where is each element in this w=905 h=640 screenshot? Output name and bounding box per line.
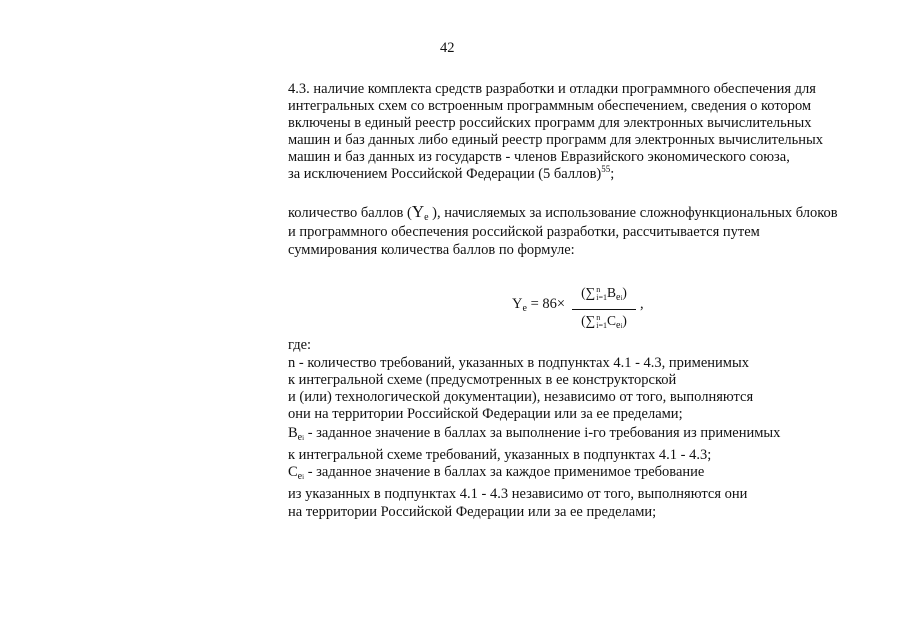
n-definition-line-3: и (или) технологической документации), независимо от того, выполняются: [288, 389, 754, 405]
paragraph-43-line-5: машин и баз данных из государств - членов Евразийского экономического союза,: [288, 149, 790, 165]
b-definition-line-2: к интегральной схеме требований, указанных в подпунктах 4.1 - 4.3;: [288, 447, 712, 463]
b-definition-text: - заданное значение в баллах за выполнение i-го требования из применимых: [304, 425, 781, 441]
num-var-subsub: i: [620, 294, 623, 302]
den-open: (∑: [581, 313, 596, 328]
formula-lhs-sub: e: [522, 303, 527, 314]
formula: [512, 284, 672, 330]
formula-coefficient: = 86×: [526, 296, 566, 312]
c-symbol-subsub: i: [302, 473, 305, 481]
ye-symbol-sub: e: [424, 212, 429, 223]
formula-denominator: [572, 312, 636, 335]
c-symbol-sub: e: [297, 471, 303, 482]
paragraph-43-line-6: [288, 165, 614, 183]
paragraph-43-line-1: 4.3. наличие комплекта средств разработки и отладки программного обеспечения для: [288, 81, 816, 97]
c-symbol: C: [288, 464, 298, 480]
paragraph-43-line-3: включены в единый реестр российских программ для электронных вычислительных: [288, 115, 812, 131]
paragraph-43-line-6-tail: ;: [610, 166, 615, 182]
formula-trailing-comma: ,: [640, 296, 644, 312]
formula-numerator: [572, 284, 636, 307]
b-definition-line-1: [288, 424, 780, 447]
intro-line-2: и программного обеспечения российской разработки, рассчитывается путем: [288, 224, 760, 240]
paragraph-43-line-2: интегральных схем со встроенным программным обеспечением, сведения о котором: [288, 98, 812, 114]
den-sum-upper: n: [596, 312, 601, 322]
intro-after-symbol: ), начисляемых за использование сложнофункциональных блоков: [428, 205, 838, 221]
num-sum-limits: [596, 286, 607, 302]
den-sum-lower: i=1: [596, 320, 607, 330]
c-definition-line-3: на территории Российской Федерации или за ее пределами;: [288, 504, 657, 520]
paragraph-43-line-4: машин и баз данных либо единый реестр программ для электронных вычислительных: [288, 132, 824, 148]
footnote-reference[interactable]: 55: [601, 164, 611, 174]
num-sum-lower: i=1: [596, 292, 607, 302]
intro-line-3: суммирования количества баллов по формуле:: [288, 242, 575, 258]
num-close: ): [622, 285, 627, 300]
num-open: (∑: [581, 285, 596, 300]
formula-lhs: [512, 296, 565, 314]
c-definition-line-1: [288, 463, 704, 486]
ye-symbol-letter: Y: [411, 202, 425, 221]
den-sum-limits: [596, 314, 607, 330]
page-number: 42: [440, 40, 455, 56]
ye-symbol: [412, 202, 429, 221]
n-definition-line-1: n - количество требований, указанных в подпунктах 4.1 - 4.3, применимых: [288, 355, 749, 371]
fraction-bar: [572, 309, 636, 310]
where-label: где:: [288, 337, 312, 353]
intro-before-symbol: количество баллов (: [288, 205, 412, 221]
b-symbol-sub: e: [297, 432, 303, 443]
n-definition-line-2: к интегральной схеме (предусмотренных в ее конструкторской: [288, 372, 677, 388]
den-var: C: [606, 313, 616, 328]
num-sum-upper: n: [596, 284, 601, 294]
c-definition-text: - заданное значение в баллах за каждое применимое требование: [304, 464, 705, 480]
den-close: ): [622, 313, 627, 328]
b-symbol: B: [288, 425, 298, 441]
n-definition-line-4: они на территории Российской Федерации или за ее пределами;: [288, 406, 683, 422]
formula-fraction: [572, 284, 636, 335]
b-symbol-subsub: i: [302, 434, 305, 442]
formula-lhs-letter: Y: [512, 296, 523, 312]
num-var-sub: e: [615, 292, 621, 303]
num-var: B: [606, 285, 616, 300]
paragraph-43-line-6-text: за исключением Российской Федерации (5 баллов): [288, 166, 602, 182]
den-var-subsub: i: [620, 322, 623, 330]
c-definition-line-2: из указанных в подпунктах 4.1 - 4.3 независимо от того, выполняются они: [288, 486, 748, 502]
den-var-sub: e: [615, 320, 621, 331]
